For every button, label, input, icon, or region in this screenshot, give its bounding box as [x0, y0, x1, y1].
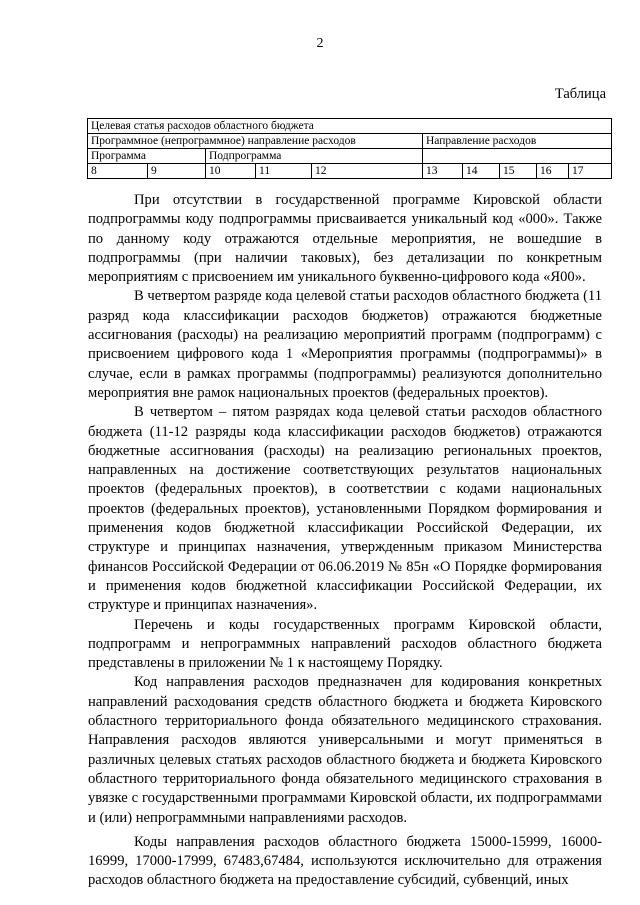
digit-cell: 12 [312, 164, 423, 179]
digit-cell: 9 [148, 164, 206, 179]
program-header: Программа [88, 149, 206, 164]
subprogram-header: Подпрограмма [206, 149, 423, 164]
table-row [88, 134, 612, 149]
paragraph: При отсутствии в государственной программе Кировской области подпрограммы коду подпрограммы присваивается уникальный код «000». Также по данному коду отражаются отдельные мероприятия, не вошедшие в подпрограммы (при наличии таковых), без детализации по конкретным мероприятиям с присвоением им уникального буквенно-цифрового кода «Я00». [88, 192, 602, 286]
table-row [88, 164, 612, 179]
program-direction-header: Программное (непрограммное) направление расходов [88, 134, 423, 149]
digit-cell: 11 [256, 164, 312, 179]
page-number: 2 [316, 36, 324, 51]
paragraph: Код направления расходов предназначен для кодирования конкретных направлений расходования средств областного бюджета и бюджета Кировского областного территориального фонда обязательного медицинского страхования. Направления расходов являются универсальными и могут применяться в различных целевых статьях расходов областного бюджета и бюджета Кировского областного территориального фонда обязательного медицинского страхования в увязке с государственными программами Кировской области, их подпрограммами и (или) непрограммными направлениями расходов. [88, 674, 602, 826]
code-structure-table [87, 118, 612, 179]
table-row [88, 119, 612, 134]
paragraph: В четвертом разряде кода целевой статьи расходов областного бюджета (11 разряд кода классификации расходов бюджетов) отражаются бюджетные ассигнования (расходы) на реализацию мероприятий программ (подпрограмм) с присвоением цифрового кода 1 «Мероприятия программы (подпрограммы)» в случае, если в рамках программы (подпрограммы) реализуются дополнительно мероприятия вне рамок национальных проектов (федеральных проектов). [88, 288, 602, 401]
paragraph: Перечень и коды государственных программ Кировской области, подпрограмм и непрограммных направлений расходов областного бюджета представлены в приложении № 1 к настоящему Порядку. [88, 616, 602, 672]
digit-cell: 8 [88, 164, 148, 179]
table-row [88, 149, 612, 164]
table-caption: Таблица [554, 86, 606, 102]
expense-direction-header: Направление расходов [423, 134, 612, 149]
paragraph: Коды направления расходов областного бюджета 15000-15999, 16000-16999, 17000-17999, 67483,67484, используются исключительно для отражения расходов областного бюджета на предоставление субсидий, субвенций, иных [88, 833, 602, 889]
digit-cell: 14 [463, 164, 500, 179]
digit-cell: 16 [537, 164, 569, 179]
digit-cell: 17 [569, 164, 612, 179]
digit-cell: 15 [500, 164, 537, 179]
empty-cell [423, 149, 612, 164]
paragraph: В четвертом – пятом разрядах кода целевой статьи расходов областного бюджета (11-12 разряды кода классификации расходов бюджетов) отражаются бюджетные ассигнования (расходы) на реализацию региональных проектов, направленных на достижение соответствующих результатов национальных проектов (федеральных проектов), в соответствии с кодами национальных проектов (федеральных проектов), установленными Порядком формирования и применения кодов бюджетной классификации Российской Федерации, их структуре и принципах назначения, утвержденным приказом Министерства финансов Российской Федерации от 06.06.2019 № 85н «О Порядке формирования и применения кодов бюджетной классификации Российской Федерации, их структуре и принципах назначения». [88, 404, 602, 614]
digit-cell: 10 [206, 164, 256, 179]
body-text [88, 191, 602, 891]
target-article-header: Целевая статья расходов областного бюджета [88, 119, 612, 134]
digit-cell: 13 [423, 164, 463, 179]
